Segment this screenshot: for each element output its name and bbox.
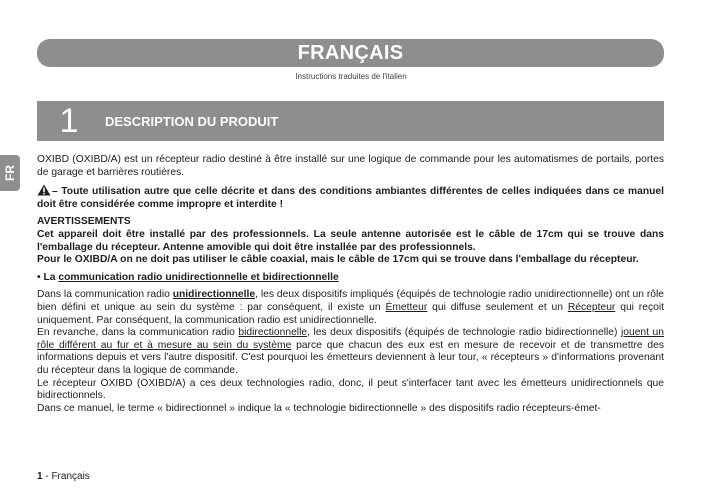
paragraph-bidirectional [37,327,664,377]
language-title: FRANÇAIS [297,41,404,64]
term-emetteur: Émetteur [385,301,428,313]
document-body [37,154,664,415]
intro-paragraph: OXIBD (OXIBD/A) est un récepteur radio destiné à être installé sur une logique de commande pour les automatismes de portails, portes de garage et barrières routières. [37,154,664,178]
paragraph-unidirectional [37,289,664,327]
translation-note: Instructions traduites de l'italien [295,72,407,81]
warning-paragraph [37,184,664,211]
page-number: 1 [37,471,43,482]
avertissements-text-1: Cet appareil doit être installé par des professionnels. La seule antenne autorisée est le câble de 17cm qui se trouve dans l'emballage du récepteur. Antenne amovible qui doit être installée par des professionnels. [37,228,664,253]
text-run: parce que chacun des eux est en mesure de recevoir et de transmettre des informations depuis et vers l'autre dispositif. C'est pourquoi les émetteurs deviennent à leur tour, « récepteurs » d'informations provenant du récepteur dans la logique de commande. [37,339,664,376]
avertissements-heading: AVERTISSEMENTS [37,216,131,228]
language-side-tab [0,155,20,191]
term-bidirectionnelle: bidirectionnelle [238,327,308,339]
warning-icon [37,184,51,196]
text-run: qui reçoit uniquement. Par conséquent, la communication radio est unidirectionnelle. [37,301,664,326]
term-recepteur: Récepteur [567,301,616,313]
avertissements-text-2: Pour le OXIBD/A on ne doit pas utiliser le câble coaxial, mais le câble de 17cm qui se trouve dans l'emballage du récepteur. [37,254,639,266]
term-unidirectionnelle: unidirectionnelle [172,289,256,301]
text-run: qui diffuse seulement et un [427,301,568,313]
paragraph-manual-term: Dans ce manuel, le terme « bidirectionnel » indique la « technologie bidirectionnelle » des dispositifs radio récepteurs-émet- [37,402,601,414]
text-run: En revanche, dans la communication radio [37,327,239,339]
language-banner [37,39,664,67]
page-footer [37,471,90,482]
paragraph-receiver: Le récepteur OXIBD (OXIBD/A) a ces deux technologies radio, donc, il peut s'interfacer tant avec les émetteurs unidirectionnels que bidirectionnels. [37,377,664,402]
warning-text: – Toute utilisation autre que celle décrite et dans des conditions ambiantes différentes de celles indiquées dans ce manuel doit être considérée comme impropre et interdite ! [37,186,664,210]
page-label: - Français [42,471,90,482]
text-run: Dans la communication radio [37,289,173,301]
bullet-heading [37,272,664,285]
section-header [37,101,664,141]
text-run: , les deux dispositifs (équipés de technologie radio bidirectionnelle) [307,327,621,339]
text-run: , les deux dispositifs impliqués (équipés de technologie radio unidirectionnelle) ont un rôle bien défini et unique au sein du système : par conséquent, il existe un [37,289,664,313]
section-title: DESCRIPTION DU PRODUIT [105,113,279,129]
bullet-title: communication radio unidirectionnelle et bidirectionnelle [58,271,339,283]
section-number: 1 [59,102,79,140]
term-role-different: jouent un rôle différent au fur et à mesure au sein du système [37,327,664,351]
side-tab-label: FR [3,165,17,181]
bullet-prefix: • La [37,271,59,283]
